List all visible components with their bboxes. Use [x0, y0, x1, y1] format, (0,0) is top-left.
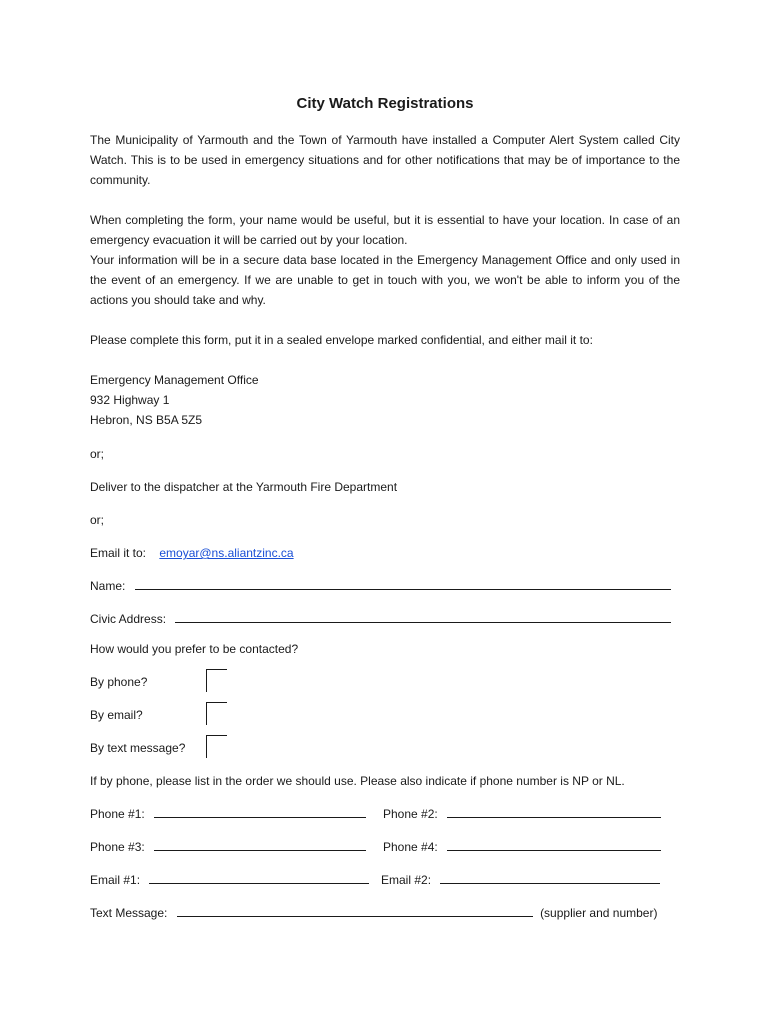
email-it-label: Email it to:: [90, 546, 147, 560]
instructions-paragraph: Please complete this form, put it in a sealed envelope marked confidential, and either mail it to:: [90, 333, 593, 347]
phone-2-field[interactable]: [447, 806, 661, 818]
phone-2-row: [383, 806, 661, 822]
phone-1-row: [90, 806, 366, 822]
civic-address-field[interactable]: [175, 611, 671, 623]
email-1-field[interactable]: [149, 872, 369, 884]
or-text-1: or;: [90, 447, 105, 461]
or-text-2: or;: [90, 513, 105, 527]
address-line-1: Emergency Management Office: [90, 373, 259, 387]
address-line-2: 932 Highway 1: [90, 393, 170, 407]
contact-question: How would you prefer to be contacted?: [90, 642, 299, 656]
info-paragraph: Your information will be in a secure data base located in the Emergency Management Office and only used in the event of an emergency. If we are unable to get in touch with you, we won't be able to inform you of the actions you should take and why.: [90, 253, 680, 307]
phone-3-row: [90, 839, 366, 855]
phone-4-label: Phone #4:: [383, 840, 438, 854]
intro-paragraph: The Municipality of Yarmouth and the Town of Yarmouth have installed a Computer Alert System called City Watch. This is to be used in emergency situations and for other notifications that may be of importance to the community.: [90, 133, 680, 187]
by-email-checkbox[interactable]: [206, 702, 227, 725]
phone-note: If by phone, please list in the order we should use. Please also indicate if phone number is NP or NL.: [90, 774, 625, 788]
text-message-row: [90, 905, 657, 921]
phone-1-field[interactable]: [154, 806, 366, 818]
deliver-text: Deliver to the dispatcher at the Yarmouth Fire Department: [90, 480, 398, 494]
by-text-label: By text message?: [90, 741, 186, 755]
address-line-3: Hebron, NS B5A 5Z5: [90, 413, 203, 427]
phone-1-label: Phone #1:: [90, 807, 145, 821]
phone-3-label: Phone #3:: [90, 840, 145, 854]
phone-2-label: Phone #2:: [383, 807, 438, 821]
email-2-row: [381, 872, 660, 888]
text-message-label: Text Message:: [90, 906, 168, 920]
by-email-label: By email?: [90, 708, 143, 722]
supplier-note: (supplier and number): [540, 906, 658, 920]
civic-address-label: Civic Address:: [90, 612, 167, 626]
email-2-label: Email #2:: [381, 873, 432, 887]
phone-4-row: [383, 839, 661, 855]
completing-paragraph: When completing the form, your name would be useful, but it is essential to have your location. In case of an emergency evacuation it will be carried out by your location.: [90, 213, 680, 247]
name-field[interactable]: [135, 578, 671, 590]
page-title: City Watch Registrations: [296, 95, 474, 112]
text-message-field[interactable]: [177, 905, 533, 917]
email-1-label: Email #1:: [90, 873, 141, 887]
phone-4-field[interactable]: [447, 839, 661, 851]
email-link[interactable]: emoyar@ns.aliantzinc.ca: [159, 546, 294, 560]
by-phone-checkbox[interactable]: [206, 669, 227, 692]
name-label: Name:: [90, 579, 126, 593]
by-phone-label: By phone?: [90, 675, 148, 689]
email-it-row: [90, 545, 294, 561]
name-row: [90, 578, 671, 594]
civic-address-row: [90, 611, 671, 627]
email-1-row: [90, 872, 369, 888]
phone-3-field[interactable]: [154, 839, 366, 851]
email-2-field[interactable]: [440, 872, 660, 884]
by-text-checkbox[interactable]: [206, 735, 227, 758]
